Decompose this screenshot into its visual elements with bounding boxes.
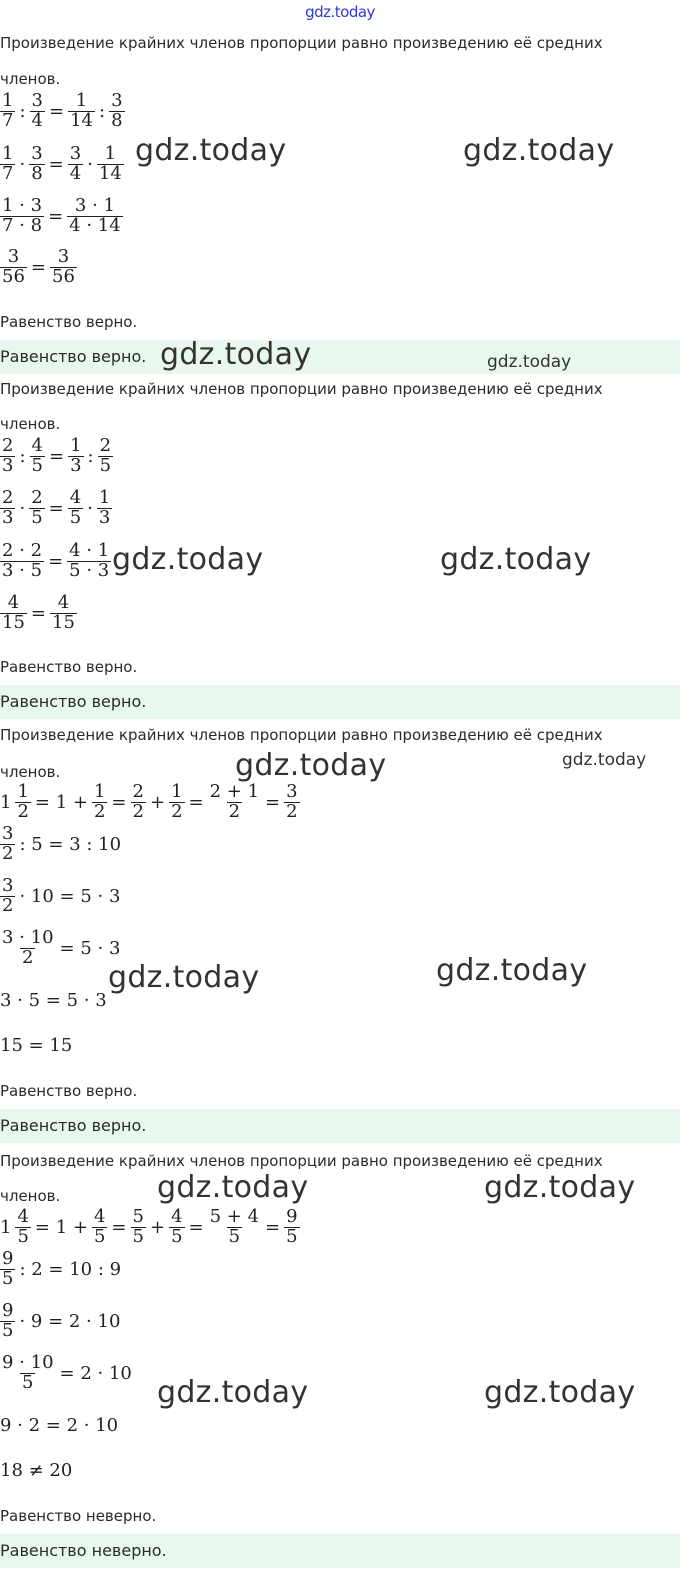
fraction [0, 877, 15, 916]
fraction [15, 1208, 30, 1247]
rule-text-3: Произведение крайних членов пропорции равно произведению её средних [0, 726, 603, 744]
numerator: 4 [57, 592, 70, 613]
math-operator: : [19, 100, 26, 122]
math-operator: + [149, 791, 166, 813]
numerator: 1 [93, 781, 106, 802]
numerator: 2 [132, 781, 144, 802]
rule-text-cont-3: членов. [0, 763, 61, 781]
watermark: gdz.today [108, 960, 260, 995]
denominator: 5 [22, 1371, 34, 1393]
numerator: 2 [99, 435, 112, 456]
watermark: gdz.today [436, 953, 588, 988]
rule-text-cont-1: членов. [0, 70, 61, 88]
fraction [208, 783, 261, 822]
watermark: gdz.today [235, 748, 387, 783]
math-operator: = 1 + [34, 1216, 88, 1238]
fraction [68, 145, 83, 184]
rule-text-4: Произведение крайних членов пропорции равно произведению её средних [0, 1152, 603, 1170]
equation-1-4 [0, 248, 77, 287]
math-operator: · [19, 497, 26, 519]
fraction [284, 1208, 299, 1247]
denominator: 2 [228, 800, 241, 822]
denominator: 2 [171, 800, 183, 822]
math-operator: : [98, 100, 106, 122]
numerator: 9 · 10 [2, 1352, 54, 1373]
numerator: 5 + 4 [209, 1206, 260, 1227]
fraction [169, 783, 184, 822]
denominator: 14 [98, 162, 122, 184]
math-operator: = [30, 256, 46, 278]
fraction [30, 437, 45, 476]
numerator: 1 [70, 435, 82, 456]
fraction [50, 594, 77, 633]
numerator: 1 [98, 487, 111, 508]
denominator: 5 [132, 1225, 144, 1247]
denominator: 4 · 14 [69, 214, 121, 236]
math-operator: = [48, 497, 64, 519]
math-operator: = [188, 791, 204, 813]
fraction [0, 542, 44, 581]
numerator: 5 [132, 1206, 144, 1227]
denominator: 5 [31, 454, 43, 476]
numerator: 1 [17, 781, 29, 802]
fraction [30, 92, 45, 131]
watermark: gdz.today [562, 750, 647, 770]
numerator: 3 [7, 246, 20, 267]
equation-3-6 [0, 1035, 76, 1056]
fraction [67, 542, 111, 581]
math-operator: = 2 · 10 [59, 1362, 132, 1384]
fraction [131, 783, 146, 822]
math-operator: · 10 = 5 · 3 [19, 885, 121, 907]
numerator: 9 [2, 1248, 14, 1269]
result-text-3: Равенство верно. [0, 1082, 138, 1100]
fraction [0, 489, 15, 528]
denominator: 5 · 3 [69, 559, 110, 581]
fraction [284, 783, 299, 822]
denominator: 56 [52, 265, 75, 287]
denominator: 4 [69, 162, 82, 184]
denominator: 7 · 8 [2, 214, 43, 236]
fraction [0, 929, 56, 968]
fraction [0, 437, 15, 476]
equation-4-4 [0, 1354, 136, 1393]
equation-1-2 [0, 145, 124, 184]
math-operator: = [265, 791, 281, 813]
numerator: 9 [286, 1206, 298, 1227]
fraction [0, 1250, 15, 1289]
numerator: 1 · 3 [2, 195, 43, 216]
answer-text-3: Равенство верно. [0, 1116, 147, 1135]
fraction [0, 248, 27, 287]
fraction [169, 1208, 184, 1247]
denominator: 3 [2, 506, 14, 528]
fraction [0, 197, 44, 236]
denominator: 2 [17, 800, 29, 822]
fraction [97, 489, 112, 528]
equation-4-5 [0, 1415, 122, 1436]
numerator: 1 [171, 781, 183, 802]
math-operator: 15 = 15 [0, 1035, 73, 1056]
fraction [0, 825, 15, 864]
denominator: 5 [171, 1225, 183, 1247]
math-operator: · [19, 153, 26, 175]
math-operator: 18 ≠ 20 [0, 1460, 73, 1481]
denominator: 3 [70, 454, 82, 476]
fraction [0, 1354, 56, 1393]
watermark: gdz.today [160, 337, 312, 372]
math-operator: · [87, 497, 93, 519]
equation-2-4 [0, 594, 77, 633]
denominator: 2 [2, 842, 14, 864]
denominator: 5 [228, 1225, 241, 1247]
math-operator: = [111, 1216, 127, 1238]
numerator: 4 [69, 487, 82, 508]
equation-1-3 [0, 197, 123, 236]
denominator: 56 [2, 265, 25, 287]
numerator: 2 [2, 487, 14, 508]
denominator: 2 [22, 946, 34, 968]
answer-text-2: Равенство верно. [0, 692, 147, 711]
denominator: 8 [111, 109, 123, 131]
fraction [97, 145, 124, 184]
denominator: 15 [52, 611, 75, 633]
equation-1-1 [0, 92, 125, 131]
equation-2-3 [0, 542, 111, 581]
watermark: gdz.today [112, 542, 264, 577]
answer-text-1: Равенство верно. [0, 347, 147, 366]
equation-2-2 [0, 489, 112, 528]
denominator: 3 · 5 [2, 559, 43, 581]
watermark: gdz.today [157, 1375, 309, 1410]
numerator: 2 [31, 487, 43, 508]
fraction [0, 1302, 15, 1341]
denominator: 3 [2, 454, 14, 476]
math-operator: = [48, 100, 65, 122]
equation-3-1 [0, 783, 300, 822]
equation-4-2 [0, 1250, 125, 1289]
fraction [68, 92, 95, 131]
math-operator: : 5 = 3 : 10 [19, 833, 122, 855]
fraction [208, 1208, 261, 1247]
watermark: gdz.today [484, 1375, 636, 1410]
numerator: 1 [104, 143, 117, 164]
numerator: 1 [75, 90, 88, 111]
equation-2-1 [0, 437, 113, 476]
watermark: gdz.today [463, 133, 615, 168]
rule-text-1: Произведение крайних членов пропорции равно произведению её средних [0, 34, 603, 52]
denominator: 4 [31, 109, 43, 131]
math-operator: = 1 + [34, 791, 88, 813]
math-operator: : [19, 445, 26, 467]
denominator: 3 [98, 506, 111, 528]
fraction [68, 437, 83, 476]
math-operator: · [87, 153, 93, 175]
numerator: 2 [2, 435, 14, 456]
denominator: 5 [93, 1225, 106, 1247]
equation-3-5 [0, 990, 111, 1011]
fraction [92, 783, 107, 822]
result-text-4: Равенство неверно. [0, 1507, 157, 1525]
numerator: 1 [2, 143, 14, 164]
math-operator: = [111, 791, 127, 813]
math-operator: = [30, 602, 46, 624]
numerator: 2 · 2 [2, 540, 43, 561]
denominator: 5 [286, 1225, 298, 1247]
numerator: 2 + 1 [209, 781, 260, 802]
fraction [131, 1208, 146, 1247]
numerator: 1 [2, 90, 14, 111]
denominator: 2 [93, 800, 106, 822]
math-operator: = [48, 153, 64, 175]
numerator: 9 [2, 1300, 14, 1321]
fraction [67, 197, 123, 236]
equation-3-2 [0, 825, 125, 864]
numerator: 3 [2, 823, 14, 844]
rule-text-cont-4: членов. [0, 1187, 61, 1205]
answer-text-4: Равенство неверно. [0, 1541, 167, 1560]
denominator: 8 [31, 162, 43, 184]
numerator: 3 [2, 875, 14, 896]
denominator: 5 [2, 1267, 14, 1289]
numerator: 3 [31, 90, 43, 111]
denominator: 2 [286, 800, 298, 822]
numerator: 3 · 1 [74, 195, 115, 216]
numerator: 4 [171, 1206, 183, 1227]
equation-3-4 [0, 929, 124, 968]
watermark: gdz.today [135, 133, 287, 168]
fraction [29, 489, 44, 528]
result-text-1: Равенство верно. [0, 313, 138, 331]
denominator: 5 [31, 506, 43, 528]
fraction [15, 783, 30, 822]
denominator: 7 [2, 162, 14, 184]
fraction [0, 145, 15, 184]
denominator: 5 [99, 454, 112, 476]
denominator: 5 [69, 506, 82, 528]
math-operator: = [188, 1216, 204, 1238]
math-operator: : 2 = 10 : 9 [19, 1258, 122, 1280]
watermark: gdz.today [484, 1170, 636, 1205]
watermark: gdz.today [487, 352, 572, 372]
equation-3-3 [0, 877, 124, 916]
fraction [68, 489, 83, 528]
site-link[interactable]: gdz.today [305, 3, 375, 21]
equation-4-1 [0, 1208, 300, 1247]
numerator: 3 [57, 246, 70, 267]
watermark: gdz.today [157, 1170, 309, 1205]
equation-4-3 [0, 1302, 124, 1341]
numerator: 4 [31, 435, 43, 456]
math-operator: = [48, 445, 65, 467]
fraction [0, 594, 27, 633]
numerator: 3 [31, 143, 43, 164]
denominator: 7 [2, 109, 14, 131]
math-operator: = 5 · 3 [59, 937, 121, 959]
numerator: 4 [93, 1206, 106, 1227]
numerator: 3 [286, 781, 298, 802]
numerator: 3 [111, 90, 123, 111]
denominator: 5 [2, 1319, 14, 1341]
equation-4-6 [0, 1460, 76, 1481]
numerator: 4 · 1 [69, 540, 110, 561]
numerator: 4 [7, 592, 20, 613]
rule-text-2: Произведение крайних членов пропорции равно произведению её средних [0, 380, 603, 398]
denominator: 14 [70, 109, 93, 131]
math-operator: = [265, 1216, 281, 1238]
math-operator: = [48, 205, 64, 227]
numerator: 3 [69, 143, 82, 164]
math-operator: 1 [0, 1216, 12, 1238]
watermark: gdz.today [440, 542, 592, 577]
fraction [0, 92, 15, 131]
denominator: 15 [2, 611, 25, 633]
numerator: 3 · 10 [2, 927, 54, 948]
fraction [29, 145, 44, 184]
fraction [92, 1208, 107, 1247]
rule-text-cont-2: членов. [0, 415, 61, 433]
denominator: 2 [2, 894, 14, 916]
math-operator: 1 [0, 791, 12, 813]
math-operator: · 9 = 2 · 10 [19, 1310, 121, 1332]
math-operator: : [87, 445, 94, 467]
math-operator: 9 · 2 = 2 · 10 [0, 1415, 119, 1436]
math-operator: = [48, 550, 64, 572]
result-text-2: Равенство верно. [0, 658, 138, 676]
math-operator: + [149, 1216, 166, 1238]
math-operator: 3 · 5 = 5 · 3 [0, 990, 107, 1011]
denominator: 2 [132, 800, 144, 822]
fraction [50, 248, 77, 287]
fraction [98, 437, 113, 476]
denominator: 5 [17, 1225, 29, 1247]
fraction [109, 92, 124, 131]
numerator: 4 [17, 1206, 29, 1227]
